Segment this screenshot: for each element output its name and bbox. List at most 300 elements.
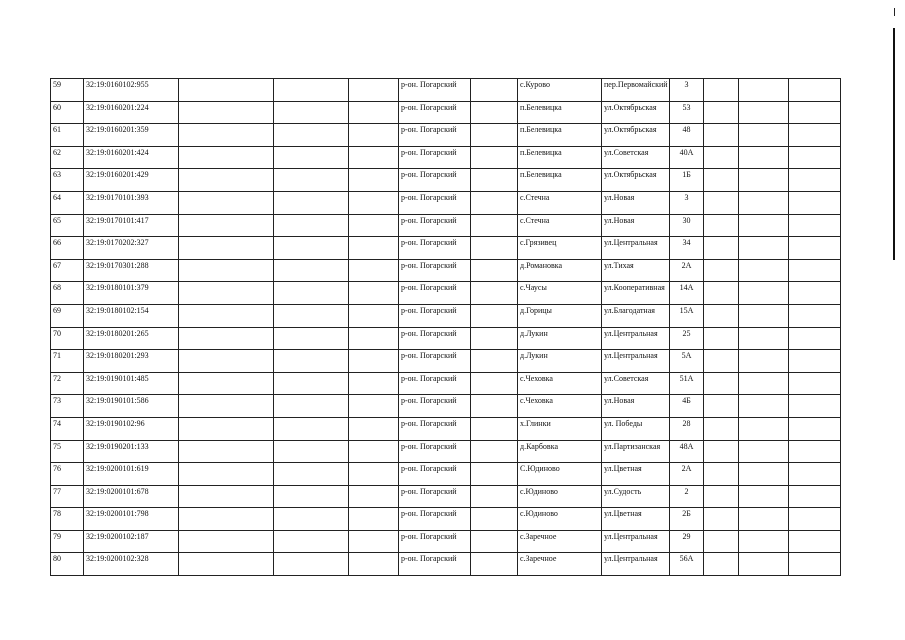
cell-empty <box>179 282 274 305</box>
table-row <box>51 169 841 192</box>
cell-empty <box>349 146 399 169</box>
cell-empty <box>471 508 518 531</box>
cell-locality: с.Юдиново <box>518 485 602 508</box>
cell-district: р-он. Погарский <box>399 485 471 508</box>
cell-empty <box>789 508 841 531</box>
cell-district: р-он. Погарский <box>399 553 471 576</box>
cell-row-number: 72 <box>51 372 84 395</box>
cell-empty <box>274 463 349 486</box>
cell-cadastral-number: 32:19:0160102:955 <box>84 79 179 102</box>
cell-empty <box>789 485 841 508</box>
cell-empty <box>349 214 399 237</box>
cell-row-number: 66 <box>51 237 84 260</box>
cell-cadastral-number: 32:19:0190201:133 <box>84 440 179 463</box>
table-row <box>51 79 841 102</box>
cell-cadastral-number: 32:19:0160201:224 <box>84 101 179 124</box>
cell-empty <box>789 146 841 169</box>
cell-locality: д.Горицы <box>518 304 602 327</box>
cell-row-number: 60 <box>51 101 84 124</box>
cell-row-number: 67 <box>51 259 84 282</box>
cell-empty <box>739 259 789 282</box>
table-row <box>51 417 841 440</box>
cell-district: р-он. Погарский <box>399 417 471 440</box>
cell-empty <box>789 417 841 440</box>
cell-street: ул.Октябрьская <box>602 169 670 192</box>
cell-house-number: 40А <box>670 146 704 169</box>
cell-empty <box>789 237 841 260</box>
cell-street: ул.Центральная <box>602 237 670 260</box>
cell-empty <box>274 124 349 147</box>
cell-empty <box>349 124 399 147</box>
cell-district: р-он. Погарский <box>399 282 471 305</box>
cell-empty <box>274 169 349 192</box>
cell-row-number: 61 <box>51 124 84 147</box>
cell-empty <box>739 191 789 214</box>
cell-cadastral-number: 32:19:0200101:678 <box>84 485 179 508</box>
cell-empty <box>349 237 399 260</box>
cell-empty <box>179 124 274 147</box>
cell-empty <box>739 440 789 463</box>
cell-empty <box>471 530 518 553</box>
table-row <box>51 372 841 395</box>
cell-locality: п.Белевицка <box>518 146 602 169</box>
cell-empty <box>274 237 349 260</box>
cell-cadastral-number: 32:19:0170101:417 <box>84 214 179 237</box>
cell-street: ул.Советская <box>602 372 670 395</box>
cell-row-number: 76 <box>51 463 84 486</box>
cell-empty <box>704 79 739 102</box>
cell-empty <box>179 395 274 418</box>
cell-house-number: 1Б <box>670 169 704 192</box>
cell-district: р-он. Погарский <box>399 101 471 124</box>
table-row <box>51 259 841 282</box>
page-edge-mark <box>894 8 895 16</box>
cell-street: ул. Победы <box>602 417 670 440</box>
cell-locality: С.Юдиново <box>518 463 602 486</box>
cell-empty <box>471 417 518 440</box>
cell-street: ул.Центральная <box>602 327 670 350</box>
cell-empty <box>739 463 789 486</box>
cell-house-number: 34 <box>670 237 704 260</box>
cell-district: р-он. Погарский <box>399 327 471 350</box>
cell-empty <box>179 304 274 327</box>
cell-empty <box>471 395 518 418</box>
cell-empty <box>471 124 518 147</box>
cell-cadastral-number: 32:19:0180102:154 <box>84 304 179 327</box>
cell-street: ул.Советская <box>602 146 670 169</box>
cell-house-number: 56А <box>670 553 704 576</box>
cell-row-number: 71 <box>51 350 84 373</box>
cell-house-number: 3 <box>670 79 704 102</box>
cell-row-number: 62 <box>51 146 84 169</box>
cell-empty <box>789 530 841 553</box>
cell-row-number: 65 <box>51 214 84 237</box>
cell-empty <box>274 79 349 102</box>
cell-empty <box>179 214 274 237</box>
cell-empty <box>274 191 349 214</box>
cell-empty <box>739 214 789 237</box>
cell-street: ул.Благодатная <box>602 304 670 327</box>
cell-street: ул.Цветная <box>602 508 670 531</box>
cell-empty <box>349 530 399 553</box>
table-row <box>51 553 841 576</box>
cell-empty <box>471 463 518 486</box>
cell-empty <box>179 530 274 553</box>
table-row <box>51 214 841 237</box>
table-row <box>51 146 841 169</box>
cell-locality: х.Глинки <box>518 417 602 440</box>
cell-cadastral-number: 32:19:0170301:288 <box>84 259 179 282</box>
cell-empty <box>179 485 274 508</box>
cell-empty <box>471 282 518 305</box>
cell-empty <box>274 417 349 440</box>
cell-district: р-он. Погарский <box>399 350 471 373</box>
cell-district: р-он. Погарский <box>399 304 471 327</box>
cell-locality: с.Чеховка <box>518 372 602 395</box>
cell-empty <box>789 372 841 395</box>
cell-empty <box>274 304 349 327</box>
cell-empty <box>471 372 518 395</box>
table-row <box>51 440 841 463</box>
cell-empty <box>349 350 399 373</box>
cell-empty <box>274 282 349 305</box>
cell-empty <box>471 101 518 124</box>
cell-empty <box>179 508 274 531</box>
cell-empty <box>704 508 739 531</box>
table-body <box>51 79 841 576</box>
cell-empty <box>739 327 789 350</box>
cell-empty <box>471 214 518 237</box>
cell-district: р-он. Погарский <box>399 146 471 169</box>
cell-house-number: 4Б <box>670 395 704 418</box>
cell-house-number: 30 <box>670 214 704 237</box>
cell-empty <box>739 237 789 260</box>
cell-empty <box>704 101 739 124</box>
cell-empty <box>274 350 349 373</box>
table-row <box>51 304 841 327</box>
cell-street: ул.Октябрьская <box>602 124 670 147</box>
cell-empty <box>789 327 841 350</box>
cell-empty <box>789 463 841 486</box>
cell-empty <box>789 101 841 124</box>
cell-locality: д.Карбовка <box>518 440 602 463</box>
cell-row-number: 64 <box>51 191 84 214</box>
table-row <box>51 530 841 553</box>
cell-empty <box>349 485 399 508</box>
table-row <box>51 237 841 260</box>
cell-empty <box>349 508 399 531</box>
cell-empty <box>179 350 274 373</box>
cell-empty <box>349 79 399 102</box>
table-row <box>51 191 841 214</box>
cell-street: ул.Новая <box>602 395 670 418</box>
cell-row-number: 77 <box>51 485 84 508</box>
cell-cadastral-number: 32:19:0170202:327 <box>84 237 179 260</box>
cell-empty <box>704 440 739 463</box>
cell-empty <box>789 553 841 576</box>
cell-house-number: 5А <box>670 350 704 373</box>
cell-house-number: 15А <box>670 304 704 327</box>
cell-empty <box>274 508 349 531</box>
cell-street: ул.Новая <box>602 214 670 237</box>
cell-street: ул.Центральная <box>602 530 670 553</box>
cell-house-number: 53 <box>670 101 704 124</box>
cell-cadastral-number: 32:19:0200101:798 <box>84 508 179 531</box>
cell-empty <box>274 485 349 508</box>
cell-empty <box>471 350 518 373</box>
cell-district: р-он. Погарский <box>399 508 471 531</box>
cell-house-number: 2А <box>670 259 704 282</box>
cell-empty <box>704 372 739 395</box>
cell-empty <box>704 282 739 305</box>
cell-row-number: 73 <box>51 395 84 418</box>
cell-empty <box>739 350 789 373</box>
cell-row-number: 59 <box>51 79 84 102</box>
cell-locality: д.Романовка <box>518 259 602 282</box>
cell-empty <box>704 191 739 214</box>
cell-house-number: 48А <box>670 440 704 463</box>
cell-empty <box>789 169 841 192</box>
cell-cadastral-number: 32:19:0190102:96 <box>84 417 179 440</box>
cell-empty <box>179 191 274 214</box>
cell-row-number: 80 <box>51 553 84 576</box>
cell-locality: с.Чаусы <box>518 282 602 305</box>
cell-locality: с.Юдиново <box>518 508 602 531</box>
cell-house-number: 28 <box>670 417 704 440</box>
cell-empty <box>704 530 739 553</box>
cell-district: р-он. Погарский <box>399 259 471 282</box>
cell-street: ул.Тихая <box>602 259 670 282</box>
cell-empty <box>349 169 399 192</box>
cell-cadastral-number: 32:19:0190101:586 <box>84 395 179 418</box>
cell-empty <box>739 553 789 576</box>
cell-empty <box>789 259 841 282</box>
cell-house-number: 3 <box>670 191 704 214</box>
cell-empty <box>274 146 349 169</box>
cell-locality: с.Стечна <box>518 191 602 214</box>
cell-empty <box>179 327 274 350</box>
cell-locality: д.Лукин <box>518 327 602 350</box>
cell-empty <box>739 169 789 192</box>
cell-empty <box>704 463 739 486</box>
cell-locality: п.Белевицка <box>518 169 602 192</box>
cell-empty <box>704 169 739 192</box>
cell-locality: с.Грязивец <box>518 237 602 260</box>
cell-empty <box>179 237 274 260</box>
cell-empty <box>179 417 274 440</box>
cell-empty <box>704 304 739 327</box>
cell-cadastral-number: 32:19:0160201:359 <box>84 124 179 147</box>
table-row <box>51 508 841 531</box>
cell-row-number: 63 <box>51 169 84 192</box>
cell-empty <box>739 372 789 395</box>
cell-cadastral-number: 32:19:0190101:485 <box>84 372 179 395</box>
cell-house-number: 2 <box>670 485 704 508</box>
cell-cadastral-number: 32:19:0170101:393 <box>84 191 179 214</box>
cell-cadastral-number: 32:19:0180201:265 <box>84 327 179 350</box>
cell-row-number: 74 <box>51 417 84 440</box>
cell-empty <box>789 282 841 305</box>
cell-cadastral-number: 32:19:0200102:328 <box>84 553 179 576</box>
cell-empty <box>704 327 739 350</box>
cell-empty <box>179 372 274 395</box>
cell-district: р-он. Погарский <box>399 214 471 237</box>
cell-district: р-он. Погарский <box>399 191 471 214</box>
cell-empty <box>471 259 518 282</box>
cell-empty <box>704 146 739 169</box>
cell-empty <box>349 259 399 282</box>
cell-row-number: 78 <box>51 508 84 531</box>
cell-street: ул.Октябрьская <box>602 101 670 124</box>
cell-empty <box>349 304 399 327</box>
cell-empty <box>274 372 349 395</box>
cell-empty <box>349 440 399 463</box>
cell-house-number: 25 <box>670 327 704 350</box>
cell-empty <box>789 440 841 463</box>
cell-empty <box>349 101 399 124</box>
cell-empty <box>704 350 739 373</box>
table-row <box>51 395 841 418</box>
cell-district: р-он. Погарский <box>399 169 471 192</box>
cell-house-number: 48 <box>670 124 704 147</box>
property-register-table <box>50 78 841 576</box>
cell-empty <box>739 101 789 124</box>
cell-house-number: 29 <box>670 530 704 553</box>
cell-empty <box>739 395 789 418</box>
cell-street: ул.Партизанская <box>602 440 670 463</box>
cell-empty <box>704 485 739 508</box>
cell-district: р-он. Погарский <box>399 79 471 102</box>
cell-empty <box>471 304 518 327</box>
cell-empty <box>704 417 739 440</box>
cell-district: р-он. Погарский <box>399 463 471 486</box>
cell-empty <box>179 146 274 169</box>
cell-empty <box>471 79 518 102</box>
cell-locality: с.Курово <box>518 79 602 102</box>
cell-empty <box>789 214 841 237</box>
cell-cadastral-number: 32:19:0160201:429 <box>84 169 179 192</box>
cell-row-number: 79 <box>51 530 84 553</box>
cell-empty <box>179 169 274 192</box>
cell-empty <box>349 553 399 576</box>
cell-empty <box>739 508 789 531</box>
cell-empty <box>274 101 349 124</box>
cell-locality: д.Лукин <box>518 350 602 373</box>
cell-empty <box>274 440 349 463</box>
cell-empty <box>704 124 739 147</box>
cell-house-number: 14А <box>670 282 704 305</box>
cell-empty <box>471 485 518 508</box>
cell-empty <box>179 259 274 282</box>
cell-empty <box>274 259 349 282</box>
cell-street: ул.Цветная <box>602 463 670 486</box>
cell-empty <box>704 259 739 282</box>
table-row <box>51 282 841 305</box>
cell-empty <box>349 417 399 440</box>
cell-empty <box>349 282 399 305</box>
cell-empty <box>471 553 518 576</box>
cell-street: ул.Судость <box>602 485 670 508</box>
cell-empty <box>789 395 841 418</box>
table-row <box>51 485 841 508</box>
cell-empty <box>349 191 399 214</box>
cell-empty <box>274 327 349 350</box>
cell-empty <box>179 440 274 463</box>
cell-empty <box>274 214 349 237</box>
cell-locality: с.Заречное <box>518 553 602 576</box>
cell-street: пер.Первомайский <box>602 79 670 102</box>
cell-empty <box>704 395 739 418</box>
cell-empty <box>739 304 789 327</box>
cell-district: р-он. Погарский <box>399 530 471 553</box>
cell-row-number: 68 <box>51 282 84 305</box>
cell-empty <box>704 553 739 576</box>
cell-empty <box>739 146 789 169</box>
cell-empty <box>789 79 841 102</box>
cell-street: ул.Кооперативная <box>602 282 670 305</box>
cell-street: ул.Центральная <box>602 553 670 576</box>
cell-house-number: 51А <box>670 372 704 395</box>
cell-locality: с.Чеховка <box>518 395 602 418</box>
cell-empty <box>739 282 789 305</box>
cell-empty <box>179 463 274 486</box>
table-row <box>51 101 841 124</box>
cell-empty <box>179 553 274 576</box>
cell-empty <box>789 304 841 327</box>
cell-locality: п.Белевицка <box>518 124 602 147</box>
cell-empty <box>789 350 841 373</box>
cell-cadastral-number: 32:19:0160201:424 <box>84 146 179 169</box>
cell-empty <box>471 191 518 214</box>
cell-empty <box>471 327 518 350</box>
cell-empty <box>471 146 518 169</box>
cell-cadastral-number: 32:19:0180101:379 <box>84 282 179 305</box>
cell-locality: с.Стечна <box>518 214 602 237</box>
table-row <box>51 124 841 147</box>
cell-empty <box>739 485 789 508</box>
cell-row-number: 70 <box>51 327 84 350</box>
cell-locality: п.Белевицка <box>518 101 602 124</box>
cell-empty <box>704 214 739 237</box>
cell-empty <box>179 101 274 124</box>
cell-cadastral-number: 32:19:0200102:187 <box>84 530 179 553</box>
cell-empty <box>739 417 789 440</box>
cell-empty <box>349 327 399 350</box>
cell-house-number: 2А <box>670 463 704 486</box>
cell-empty <box>274 530 349 553</box>
cell-street: ул.Новая <box>602 191 670 214</box>
cell-empty <box>704 237 739 260</box>
cell-empty <box>471 237 518 260</box>
cell-cadastral-number: 32:19:0200101:619 <box>84 463 179 486</box>
cell-empty <box>789 191 841 214</box>
cell-empty <box>349 463 399 486</box>
cell-empty <box>789 124 841 147</box>
cell-empty <box>349 395 399 418</box>
cell-empty <box>739 79 789 102</box>
cell-row-number: 69 <box>51 304 84 327</box>
cell-empty <box>274 553 349 576</box>
cell-house-number: 2Б <box>670 508 704 531</box>
cell-empty <box>471 169 518 192</box>
cell-empty <box>471 440 518 463</box>
cell-empty <box>349 372 399 395</box>
table-row <box>51 463 841 486</box>
cell-empty <box>739 530 789 553</box>
cell-street: ул.Центральная <box>602 350 670 373</box>
cell-district: р-он. Погарский <box>399 395 471 418</box>
cell-cadastral-number: 32:19:0180201:293 <box>84 350 179 373</box>
